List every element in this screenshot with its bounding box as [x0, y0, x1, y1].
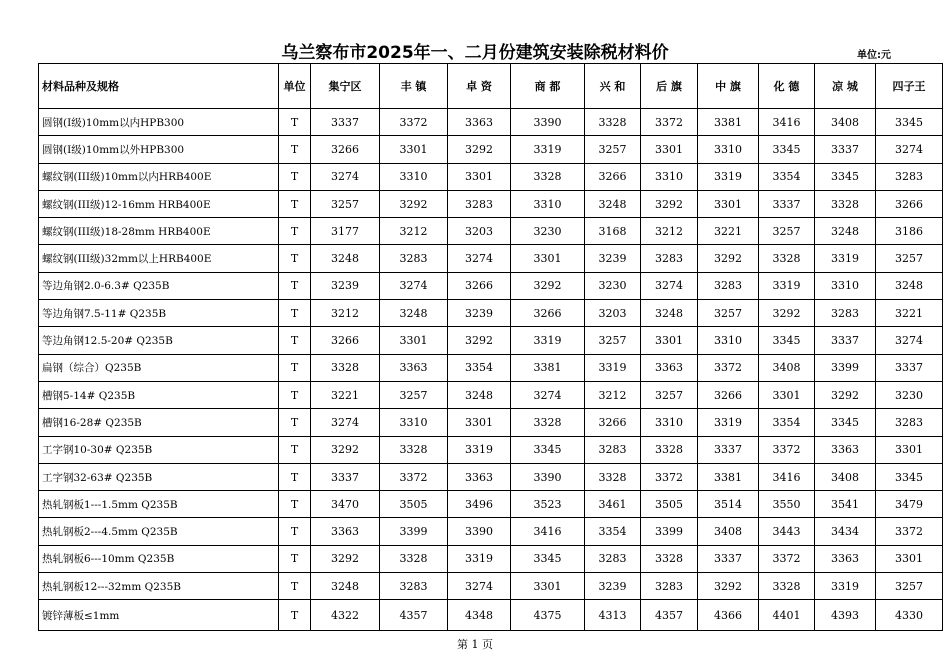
unit-cell: T [279, 245, 311, 272]
price-cell: 3301 [380, 327, 448, 354]
price-cell: 3266 [311, 136, 380, 163]
price-cell: 3301 [380, 136, 448, 163]
price-cell: 3550 [759, 491, 815, 518]
price-cell: 3390 [448, 518, 511, 545]
price-cell: 4393 [815, 600, 876, 631]
unit-cell: T [279, 463, 311, 490]
material-spec-cell: 圆钢(Ⅰ级)10mm以外HPB300 [39, 136, 279, 163]
price-cell: 3372 [698, 354, 759, 381]
unit-cell: T [279, 136, 311, 163]
unit-cell: T [279, 573, 311, 600]
price-cell: 3416 [759, 463, 815, 490]
price-cell: 3523 [511, 491, 585, 518]
price-cell: 3372 [380, 109, 448, 136]
column-header-region: 丰 镇 [380, 64, 448, 109]
price-cell: 3248 [641, 300, 698, 327]
price-cell: 3354 [448, 354, 511, 381]
price-cell: 3337 [815, 136, 876, 163]
material-spec-cell: 等边角钢7.5-11# Q235B [39, 300, 279, 327]
price-cell: 3372 [380, 463, 448, 490]
material-spec-cell: 热轧钢板2---4.5mm Q235B [39, 518, 279, 545]
price-cell: 3408 [815, 463, 876, 490]
price-cell: 3372 [641, 109, 698, 136]
price-cell: 3363 [815, 545, 876, 572]
price-cell: 3301 [698, 190, 759, 217]
price-cell: 3221 [698, 218, 759, 245]
table-row [39, 190, 943, 217]
price-cell: 3461 [585, 491, 641, 518]
price-cell: 3274 [448, 573, 511, 600]
material-spec-cell: 热轧钢板12---32mm Q235B [39, 573, 279, 600]
material-spec-cell: 热轧钢板1---1.5mm Q235B [39, 491, 279, 518]
price-cell: 3266 [585, 409, 641, 436]
column-header-region: 化 德 [759, 64, 815, 109]
price-cell: 3301 [641, 327, 698, 354]
price-cell: 3203 [585, 300, 641, 327]
price-cell: 3301 [876, 436, 943, 463]
price-cell: 4366 [698, 600, 759, 631]
price-cell: 3292 [448, 136, 511, 163]
price-cell: 3416 [759, 109, 815, 136]
table-row [39, 327, 943, 354]
price-cell: 3345 [759, 136, 815, 163]
price-cell: 3310 [815, 272, 876, 299]
price-cell: 3337 [311, 463, 380, 490]
price-cell: 3274 [641, 272, 698, 299]
price-cell: 3239 [585, 245, 641, 272]
price-cell: 3266 [311, 327, 380, 354]
price-cell: 3292 [311, 545, 380, 572]
price-cell: 3408 [698, 518, 759, 545]
price-cell: 3319 [511, 327, 585, 354]
table-row [39, 109, 943, 136]
price-cell: 3319 [759, 272, 815, 299]
material-spec-cell: 镀锌薄板≤1mm [39, 600, 279, 631]
price-cell: 3363 [641, 354, 698, 381]
price-cell: 3274 [876, 136, 943, 163]
price-cell: 3514 [698, 491, 759, 518]
price-cell: 3248 [311, 245, 380, 272]
price-cell: 3328 [815, 190, 876, 217]
price-cell: 3257 [311, 190, 380, 217]
price-cell: 3292 [448, 327, 511, 354]
unit-cell: T [279, 381, 311, 408]
table-row [39, 245, 943, 272]
price-cell: 3328 [380, 545, 448, 572]
unit-cell: T [279, 545, 311, 572]
price-cell: 4348 [448, 600, 511, 631]
price-cell: 3292 [698, 573, 759, 600]
price-cell: 3292 [380, 190, 448, 217]
column-header-material: 材料品种及规格 [39, 64, 279, 109]
price-cell: 3292 [311, 436, 380, 463]
price-cell: 3257 [380, 381, 448, 408]
price-cell: 3345 [759, 327, 815, 354]
price-cell: 4322 [311, 600, 380, 631]
price-cell: 3310 [511, 190, 585, 217]
price-cell: 3257 [585, 327, 641, 354]
price-cell: 3319 [448, 545, 511, 572]
column-header-region: 商 都 [511, 64, 585, 109]
unit-cell: T [279, 218, 311, 245]
price-cell: 3221 [876, 300, 943, 327]
price-table [38, 63, 943, 631]
price-cell: 3257 [759, 218, 815, 245]
price-cell: 3337 [698, 436, 759, 463]
price-cell: 4357 [641, 600, 698, 631]
price-cell: 3319 [511, 136, 585, 163]
material-spec-cell: 槽钢5-14# Q235B [39, 381, 279, 408]
unit-cell: T [279, 109, 311, 136]
price-cell: 4357 [380, 600, 448, 631]
price-cell: 3248 [448, 381, 511, 408]
price-cell: 3319 [448, 436, 511, 463]
price-cell: 3310 [641, 409, 698, 436]
price-cell: 3257 [698, 300, 759, 327]
price-cell: 3186 [876, 218, 943, 245]
column-header-unit: 单位 [279, 64, 311, 109]
column-header-region: 集宁区 [311, 64, 380, 109]
price-cell: 3283 [380, 245, 448, 272]
price-cell: 3283 [815, 300, 876, 327]
price-cell: 3266 [448, 272, 511, 299]
price-cell: 3319 [698, 409, 759, 436]
table-row [39, 136, 943, 163]
price-cell: 3283 [641, 245, 698, 272]
price-cell: 3354 [759, 163, 815, 190]
price-cell: 3266 [698, 381, 759, 408]
price-cell: 3230 [585, 272, 641, 299]
column-header-region: 凉 城 [815, 64, 876, 109]
price-cell: 3177 [311, 218, 380, 245]
unit-cell: T [279, 436, 311, 463]
unit-cell: T [279, 409, 311, 436]
price-cell: 3345 [876, 109, 943, 136]
column-header-region: 兴 和 [585, 64, 641, 109]
price-cell: 3443 [759, 518, 815, 545]
price-cell: 3283 [380, 573, 448, 600]
price-cell: 3239 [448, 300, 511, 327]
price-cell: 3292 [641, 190, 698, 217]
unit-cell: T [279, 190, 311, 217]
price-cell: 3337 [815, 327, 876, 354]
price-cell: 3345 [511, 436, 585, 463]
table-row [39, 463, 943, 490]
table-row [39, 218, 943, 245]
price-cell: 3363 [815, 436, 876, 463]
price-cell: 3292 [698, 245, 759, 272]
price-cell: 3274 [448, 245, 511, 272]
price-cell: 3292 [759, 300, 815, 327]
price-cell: 3283 [585, 436, 641, 463]
table-row [39, 300, 943, 327]
price-cell: 3283 [641, 573, 698, 600]
material-spec-cell: 圆钢(Ⅰ级)10mm以内HPB300 [39, 109, 279, 136]
price-cell: 3230 [511, 218, 585, 245]
material-spec-cell: 等边角钢2.0-6.3# Q235B [39, 272, 279, 299]
price-cell: 3408 [759, 354, 815, 381]
unit-cell: T [279, 600, 311, 631]
table-header-row [39, 64, 943, 109]
price-cell: 3399 [380, 518, 448, 545]
price-cell: 3372 [759, 436, 815, 463]
price-cell: 3212 [641, 218, 698, 245]
price-cell: 3363 [448, 109, 511, 136]
price-cell: 3212 [380, 218, 448, 245]
price-cell: 3266 [585, 163, 641, 190]
price-cell: 3399 [815, 354, 876, 381]
table-row [39, 409, 943, 436]
price-cell: 3301 [759, 381, 815, 408]
table-row [39, 545, 943, 572]
unit-cell: T [279, 300, 311, 327]
price-cell: 3363 [380, 354, 448, 381]
price-cell: 3505 [380, 491, 448, 518]
price-cell: 3274 [311, 163, 380, 190]
price-cell: 4313 [585, 600, 641, 631]
price-cell: 3328 [641, 436, 698, 463]
price-cell: 3301 [511, 573, 585, 600]
unit-cell: T [279, 354, 311, 381]
price-cell: 3354 [585, 518, 641, 545]
price-cell: 4330 [876, 600, 943, 631]
price-cell: 3301 [448, 163, 511, 190]
price-cell: 3274 [876, 327, 943, 354]
material-spec-cell: 螺纹钢(III级)10mm以内HRB400E [39, 163, 279, 190]
price-cell: 3319 [815, 573, 876, 600]
price-cell: 3337 [311, 109, 380, 136]
column-header-region: 四子王 [876, 64, 943, 109]
price-cell: 3310 [380, 163, 448, 190]
price-cell: 3301 [511, 245, 585, 272]
price-cell: 3248 [815, 218, 876, 245]
price-cell: 3221 [311, 381, 380, 408]
price-cell: 3301 [448, 409, 511, 436]
price-cell: 3248 [311, 573, 380, 600]
material-spec-cell: 螺纹钢(III级)32mm以上HRB400E [39, 245, 279, 272]
price-cell: 3337 [876, 354, 943, 381]
column-header-region: 卓 资 [448, 64, 511, 109]
price-cell: 3470 [311, 491, 380, 518]
price-cell: 3283 [585, 545, 641, 572]
price-cell: 3337 [759, 190, 815, 217]
price-cell: 3381 [511, 354, 585, 381]
table-row [39, 163, 943, 190]
price-cell: 3274 [511, 381, 585, 408]
price-cell: 3248 [380, 300, 448, 327]
price-cell: 3239 [311, 272, 380, 299]
price-cell: 3416 [511, 518, 585, 545]
page-number: 第 1 页 [457, 638, 493, 651]
price-cell: 3168 [585, 218, 641, 245]
material-spec-cell: 螺纹钢(III级)18-28mm HRB400E [39, 218, 279, 245]
unit-cell: T [279, 491, 311, 518]
price-cell: 3266 [511, 300, 585, 327]
price-cell: 3248 [585, 190, 641, 217]
price-cell: 3239 [585, 573, 641, 600]
price-cell: 3310 [380, 409, 448, 436]
price-cell: 4401 [759, 600, 815, 631]
price-cell: 3212 [585, 381, 641, 408]
table-row [39, 354, 943, 381]
price-cell: 3230 [876, 381, 943, 408]
table-row [39, 272, 943, 299]
price-cell: 3479 [876, 491, 943, 518]
price-cell: 3310 [641, 163, 698, 190]
price-cell: 3408 [815, 109, 876, 136]
price-cell: 3310 [698, 136, 759, 163]
price-cell: 3381 [698, 109, 759, 136]
price-cell: 3328 [641, 545, 698, 572]
material-spec-cell: 工字钢32-63# Q235B [39, 463, 279, 490]
price-cell: 3212 [311, 300, 380, 327]
column-header-region: 后 旗 [641, 64, 698, 109]
table-row [39, 518, 943, 545]
material-spec-cell: 等边角钢12.5-20# Q235B [39, 327, 279, 354]
price-cell: 3390 [511, 463, 585, 490]
price-cell: 3372 [759, 545, 815, 572]
price-cell: 3301 [641, 136, 698, 163]
price-cell: 3328 [311, 354, 380, 381]
price-cell: 3248 [876, 272, 943, 299]
material-spec-cell: 热轧钢板6---10mm Q235B [39, 545, 279, 572]
price-cell: 3328 [511, 163, 585, 190]
unit-cell: T [279, 272, 311, 299]
price-cell: 3257 [876, 573, 943, 600]
price-cell: 3283 [698, 272, 759, 299]
material-spec-cell: 扁钢（综合）Q235B [39, 354, 279, 381]
price-cell: 3274 [380, 272, 448, 299]
unit-cell: T [279, 163, 311, 190]
material-spec-cell: 螺纹钢(III级)12-16mm HRB400E [39, 190, 279, 217]
price-cell: 3319 [698, 163, 759, 190]
price-cell: 3203 [448, 218, 511, 245]
price-cell: 3292 [511, 272, 585, 299]
table-row [39, 381, 943, 408]
price-cell: 3363 [448, 463, 511, 490]
page-title: 乌兰察布市2025年一、二月份建筑安装除税材料价 [281, 43, 669, 63]
price-cell: 3345 [511, 545, 585, 572]
unit-cell: T [279, 518, 311, 545]
price-cell: 3345 [876, 463, 943, 490]
price-cell: 3372 [641, 463, 698, 490]
price-cell: 3328 [585, 109, 641, 136]
table-row [39, 600, 943, 631]
price-cell: 3541 [815, 491, 876, 518]
price-cell: 3345 [815, 409, 876, 436]
price-cell: 3319 [585, 354, 641, 381]
material-spec-cell: 槽钢16-28# Q235B [39, 409, 279, 436]
price-cell: 3354 [759, 409, 815, 436]
table-row [39, 491, 943, 518]
price-cell: 3496 [448, 491, 511, 518]
price-cell: 3283 [448, 190, 511, 217]
price-cell: 4375 [511, 600, 585, 631]
price-cell: 3257 [876, 245, 943, 272]
price-cell: 3257 [585, 136, 641, 163]
price-cell: 3257 [641, 381, 698, 408]
price-cell: 3363 [311, 518, 380, 545]
price-cell: 3266 [876, 190, 943, 217]
column-header-region: 中 旗 [698, 64, 759, 109]
unit-cell: T [279, 327, 311, 354]
price-cell: 3390 [511, 109, 585, 136]
price-cell: 3274 [311, 409, 380, 436]
price-cell: 3328 [511, 409, 585, 436]
price-cell: 3381 [698, 463, 759, 490]
table-row [39, 436, 943, 463]
price-cell: 3292 [815, 381, 876, 408]
price-cell: 3372 [876, 518, 943, 545]
price-cell: 3505 [641, 491, 698, 518]
table-row [39, 573, 943, 600]
price-cell: 3283 [876, 163, 943, 190]
price-cell: 3319 [815, 245, 876, 272]
price-cell: 3399 [641, 518, 698, 545]
price-cell: 3328 [585, 463, 641, 490]
price-cell: 3328 [759, 573, 815, 600]
price-cell: 3301 [876, 545, 943, 572]
price-cell: 3310 [698, 327, 759, 354]
price-cell: 3328 [380, 436, 448, 463]
price-cell: 3345 [815, 163, 876, 190]
price-cell: 3283 [876, 409, 943, 436]
material-spec-cell: 工字钢10-30# Q235B [39, 436, 279, 463]
price-cell: 3337 [698, 545, 759, 572]
unit-label: 单位:元 [857, 50, 891, 61]
price-cell: 3328 [759, 245, 815, 272]
price-cell: 3434 [815, 518, 876, 545]
